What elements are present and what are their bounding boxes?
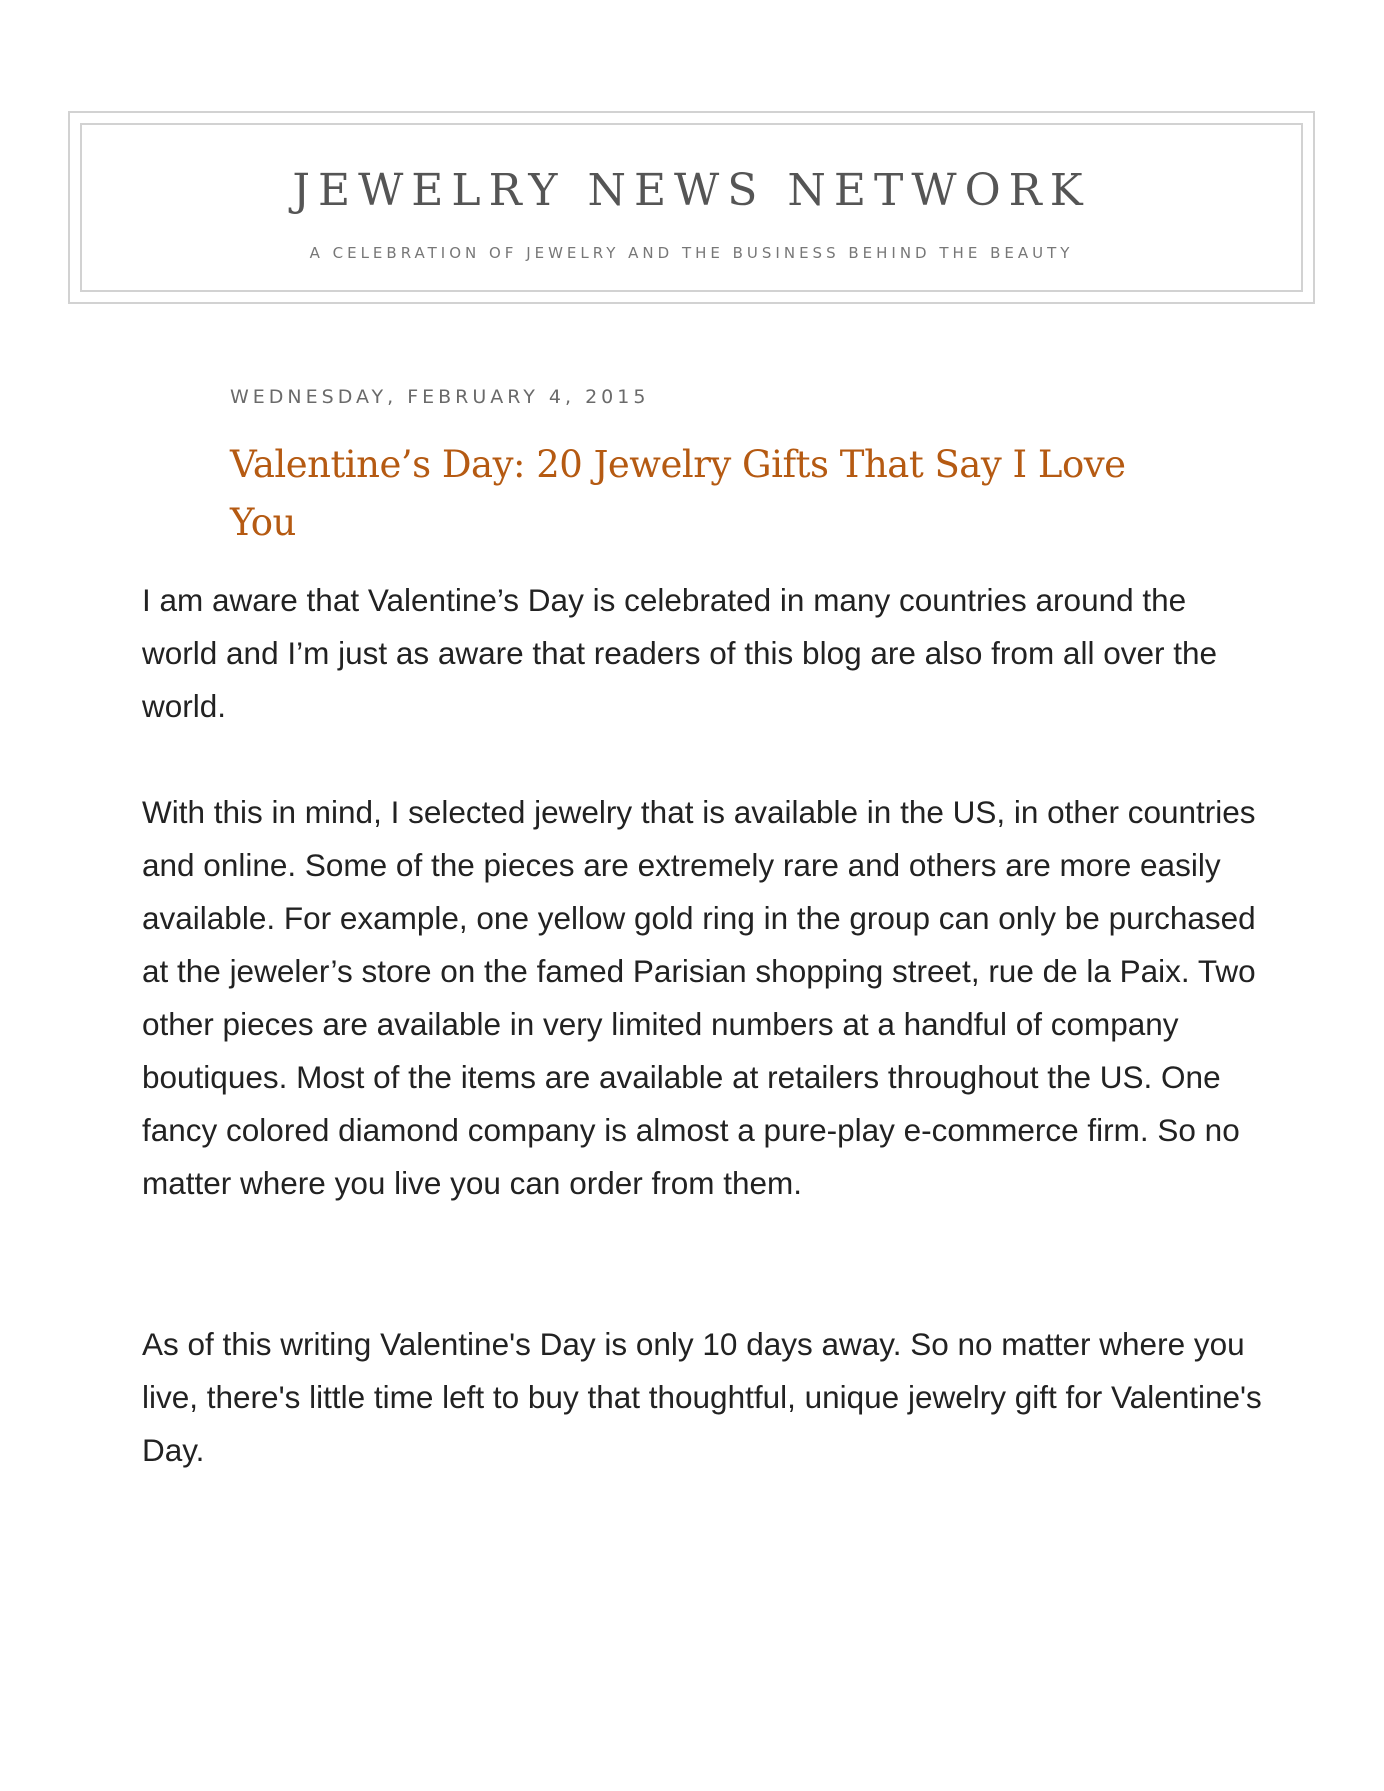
post-date: WEDNESDAY, FEBRUARY 4, 2015 xyxy=(230,386,650,408)
post-paragraph-3: As of this writing Valentine's Day is only 10 days away. So no matter where you live, there's little time left to buy that thoughtful, unique jewelry gift for Valentine's Day. xyxy=(142,1326,1262,1468)
site-tagline: A CELEBRATION OF JEWELRY AND THE BUSINESS BEHIND THE BEAUTY xyxy=(309,244,1074,262)
post-paragraph-1: I am aware that Valentine’s Day is celebrated in many countries around the world and I’m just as aware that readers of this blog are also from all over the world. xyxy=(142,582,1218,724)
post-paragraph-2: With this in mind, I selected jewelry that is available in the US, in other countries and online. Some of the pieces are extremely rare and others are more easily available. For example, one yellow gold ring in the group can only be purchased at the jeweler’s store on the famed Parisian shopping street, rue de la Paix. Two other pieces are available in very limited numbers at a handful of company boutiques. Most of the items are available at retailers throughout the US. One fancy colored diamond company is almost a pure-play e-commerce firm. So no matter where you live you can order from them. xyxy=(142,794,1256,1201)
blog-header-inner-border xyxy=(80,123,1303,292)
site-title[interactable]: JEWELRY NEWS NETWORK xyxy=(292,165,1091,216)
blog-header xyxy=(68,111,1315,304)
post-title[interactable]: Valentine’s Day: 20 Jewelry Gifts That Say I Love You xyxy=(230,443,1126,544)
